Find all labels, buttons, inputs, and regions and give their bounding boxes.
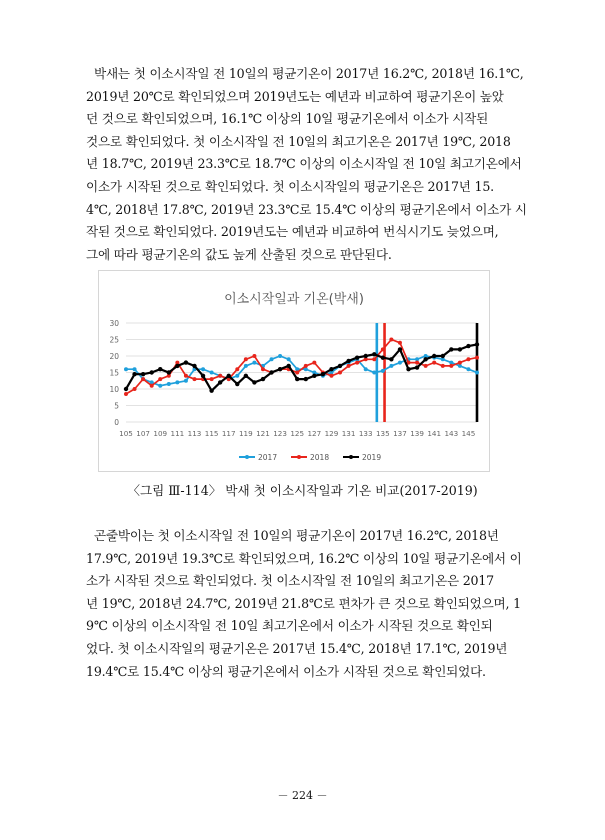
chart-container: [98, 270, 490, 472]
x-tick-label: 105: [119, 429, 133, 438]
data-point-2018: [252, 354, 256, 358]
x-tick-label: 113: [187, 429, 202, 438]
x-tick-label: 143: [444, 429, 459, 438]
data-point-2019: [209, 388, 213, 392]
data-point-2017: [270, 357, 274, 361]
data-point-2018: [389, 338, 393, 342]
text-line: 9℃ 이상의 이소시작일 전 10일 최고기온에서 이소가 시작된 것으로 확인되: [86, 618, 493, 634]
y-tick-label: 30: [109, 319, 119, 328]
data-point-2018: [338, 371, 342, 375]
text-line: 2019년 20℃로 확인되었으며 2019년도는 예년과 비교하여 평균기온이 높았: [86, 88, 504, 104]
x-tick-label: 115: [204, 429, 219, 438]
x-tick-label: 117: [221, 429, 236, 438]
x-tick-label: 111: [170, 429, 185, 438]
data-point-2018: [244, 357, 248, 361]
data-point-2017: [244, 364, 248, 368]
text-line: 17.9℃, 2019년 19.3℃로 확인되었으며, 16.2℃ 이상의 10일 평균기온에서 이: [86, 550, 522, 566]
data-point-2018: [381, 347, 385, 351]
y-tick-label: 20: [109, 352, 119, 361]
text-line: 소가 시작된 것으로 확인되었다. 첫 이소시작일 전 10일의 최고기온은 2017: [86, 573, 494, 589]
data-point-2019: [423, 357, 427, 361]
data-point-2018: [235, 367, 239, 371]
y-tick-label: 5: [114, 401, 119, 411]
legend-marker-2018: [297, 455, 301, 459]
data-point-2019: [167, 370, 171, 374]
data-point-2017: [175, 380, 179, 384]
text-line: 었다. 첫 이소시작일의 평균기온은 2017년 15.4℃, 2018년 17.1℃, 2019년: [86, 640, 508, 656]
data-point-2017: [372, 371, 376, 375]
data-point-2017: [364, 367, 368, 371]
text-line: 4℃, 2018년 17.8℃, 2019년 23.3℃로 15.4℃ 이상의 평균기온에서 이소가 시: [86, 201, 527, 217]
data-point-2019: [295, 377, 299, 381]
data-point-2019: [175, 364, 179, 368]
x-tick-label: 145: [461, 429, 476, 438]
legend-label-2017: 2017: [258, 453, 278, 462]
data-point-2018: [133, 387, 137, 391]
figure-caption: 〈그림 Ⅲ-114〉 박새 첫 이소시작일과 기온 비교(2017-2019): [127, 483, 478, 498]
data-point-2019: [415, 365, 419, 369]
text-line: 작된 것으로 확인되었다. 2019년도는 예년과 비교하여 번식시기도 늦었으며,: [86, 224, 499, 240]
x-tick-label: 129: [324, 429, 339, 438]
data-point-2019: [329, 367, 333, 371]
data-point-2019: [475, 342, 479, 346]
data-point-2019: [432, 354, 436, 358]
legend-marker-2017: [245, 455, 249, 459]
x-tick-label: 139: [410, 429, 424, 438]
data-point-2019: [278, 367, 282, 371]
data-point-2019: [218, 380, 222, 384]
y-tick-label: 15: [109, 368, 119, 378]
paragraph-2: [86, 525, 524, 683]
data-point-2019: [235, 382, 239, 386]
data-point-2017: [158, 384, 162, 388]
data-point-2019: [141, 372, 145, 376]
data-point-2019: [312, 374, 316, 378]
data-point-2019: [389, 357, 393, 361]
data-point-2018: [475, 356, 479, 360]
text-line: 그에 따라 평균기온의 값도 높게 산출된 것으로 판단된다.: [86, 246, 392, 262]
data-point-2018: [432, 361, 436, 365]
text-line: 박새는 첫 이소시작일 전 10일의 평균기온이 2017년 16.2℃, 2018년 16.1℃,: [94, 66, 524, 81]
data-point-2019: [244, 374, 248, 378]
data-point-2018: [398, 341, 402, 345]
data-point-2018: [441, 364, 445, 368]
legend-marker-2019: [349, 455, 353, 459]
data-point-2019: [449, 347, 453, 351]
data-point-2018: [184, 374, 188, 378]
data-point-2019: [149, 370, 153, 374]
x-tick-label: 133: [358, 429, 373, 438]
data-point-2017: [201, 367, 205, 371]
data-point-2018: [261, 367, 265, 371]
text-line: 것으로 확인되었다. 첫 이소시작일 전 10일의 최고기온은 2017년 19℃, 2018: [86, 133, 511, 149]
x-tick-label: 121: [256, 429, 270, 438]
data-point-2017: [398, 361, 402, 365]
data-point-2019: [124, 387, 128, 391]
data-point-2018: [466, 357, 470, 361]
data-point-2019: [346, 359, 350, 363]
data-point-2019: [381, 355, 385, 359]
x-tick-label: 127: [307, 429, 322, 438]
text-line: 이소가 시작된 것으로 확인되었다. 첫 이소시작일의 평균기온은 2017년 15.: [86, 178, 494, 194]
x-tick-label: 141: [427, 429, 442, 438]
data-point-2018: [150, 384, 154, 388]
x-tick-label: 107: [136, 429, 150, 438]
data-point-2017: [167, 382, 171, 386]
data-point-2017: [252, 361, 256, 365]
data-point-2019: [227, 374, 231, 378]
data-point-2017: [133, 367, 137, 371]
data-point-2017: [124, 367, 128, 371]
data-point-2019: [304, 377, 308, 381]
x-tick-label: 131: [341, 429, 356, 438]
page-number: － 224 －: [277, 789, 328, 802]
data-point-2019: [364, 354, 368, 358]
data-point-2017: [287, 357, 291, 361]
data-point-2019: [398, 347, 402, 351]
x-tick-label: 109: [153, 429, 168, 438]
y-tick-label: 10: [109, 385, 119, 394]
text-line: 년 18.7℃, 2019년 23.3℃로 18.7℃ 이상의 이소시작일 전 10일 최고기온에서: [86, 156, 522, 172]
data-point-2018: [158, 377, 162, 381]
x-tick-label: 123: [273, 429, 287, 438]
data-point-2018: [218, 374, 222, 378]
data-point-2019: [458, 347, 462, 351]
data-point-2018: [347, 364, 351, 368]
data-point-2017: [389, 364, 393, 368]
text-line: 던 것으로 확인되었으며, 16.1℃ 이상의 10일 평균기온에서 이소가 시작된: [86, 111, 489, 127]
data-point-2018: [329, 374, 333, 378]
data-point-2018: [295, 371, 299, 375]
chart-title: 이소시작일과 기온(박새): [224, 292, 364, 307]
data-point-2018: [312, 361, 316, 365]
text-line: 19.4℃로 15.4℃ 이상의 평균기온에서 이소가 시작된 것으로 확인되었다.: [86, 663, 486, 679]
y-tick-label: 25: [109, 335, 119, 345]
data-point-2018: [372, 357, 376, 361]
data-point-2019: [192, 364, 196, 368]
x-tick-label: 137: [393, 429, 407, 438]
text-line: 년 19℃, 2018년 24.7℃, 2019년 21.8℃로 편차가 큰 것으로 확인되었으며, 1: [86, 595, 521, 611]
data-point-2019: [269, 370, 273, 374]
data-point-2019: [441, 354, 445, 358]
data-point-2017: [381, 369, 385, 373]
legend-label-2019: 2019: [362, 453, 382, 462]
data-point-2019: [406, 367, 410, 371]
data-point-2019: [286, 364, 290, 368]
data-point-2018: [192, 377, 196, 381]
data-point-2018: [415, 361, 419, 365]
data-point-2017: [278, 354, 282, 358]
data-point-2019: [372, 352, 376, 356]
data-point-2019: [338, 364, 342, 368]
data-point-2019: [252, 380, 256, 384]
data-point-2018: [355, 361, 359, 365]
data-point-2018: [449, 364, 453, 368]
data-point-2019: [466, 344, 470, 348]
data-point-2017: [466, 367, 470, 371]
data-point-2018: [424, 364, 428, 368]
data-point-2019: [321, 372, 325, 376]
data-point-2018: [458, 361, 462, 365]
data-point-2017: [475, 371, 479, 375]
x-tick-label: 125: [290, 429, 305, 438]
data-point-2019: [132, 372, 136, 376]
data-point-2019: [201, 374, 205, 378]
paragraph-1: [86, 63, 527, 266]
data-point-2017: [210, 371, 214, 375]
data-point-2018: [210, 377, 214, 381]
data-point-2018: [304, 364, 308, 368]
x-tick-label: 119: [238, 429, 253, 438]
data-point-2017: [235, 374, 239, 378]
data-point-2019: [158, 367, 162, 371]
data-point-2017: [184, 379, 188, 383]
legend-label-2018: 2018: [310, 453, 330, 462]
data-point-2019: [355, 355, 359, 359]
x-tick-label: 135: [375, 429, 390, 438]
data-point-2018: [141, 377, 145, 381]
y-tick-label: 0: [114, 418, 119, 427]
data-point-2019: [184, 360, 188, 364]
data-point-2019: [261, 377, 265, 381]
text-line: 곤줄박이는 첫 이소시작일 전 10일의 평균기온이 2017년 16.2℃, 2018년: [94, 528, 499, 543]
data-point-2018: [124, 392, 128, 396]
